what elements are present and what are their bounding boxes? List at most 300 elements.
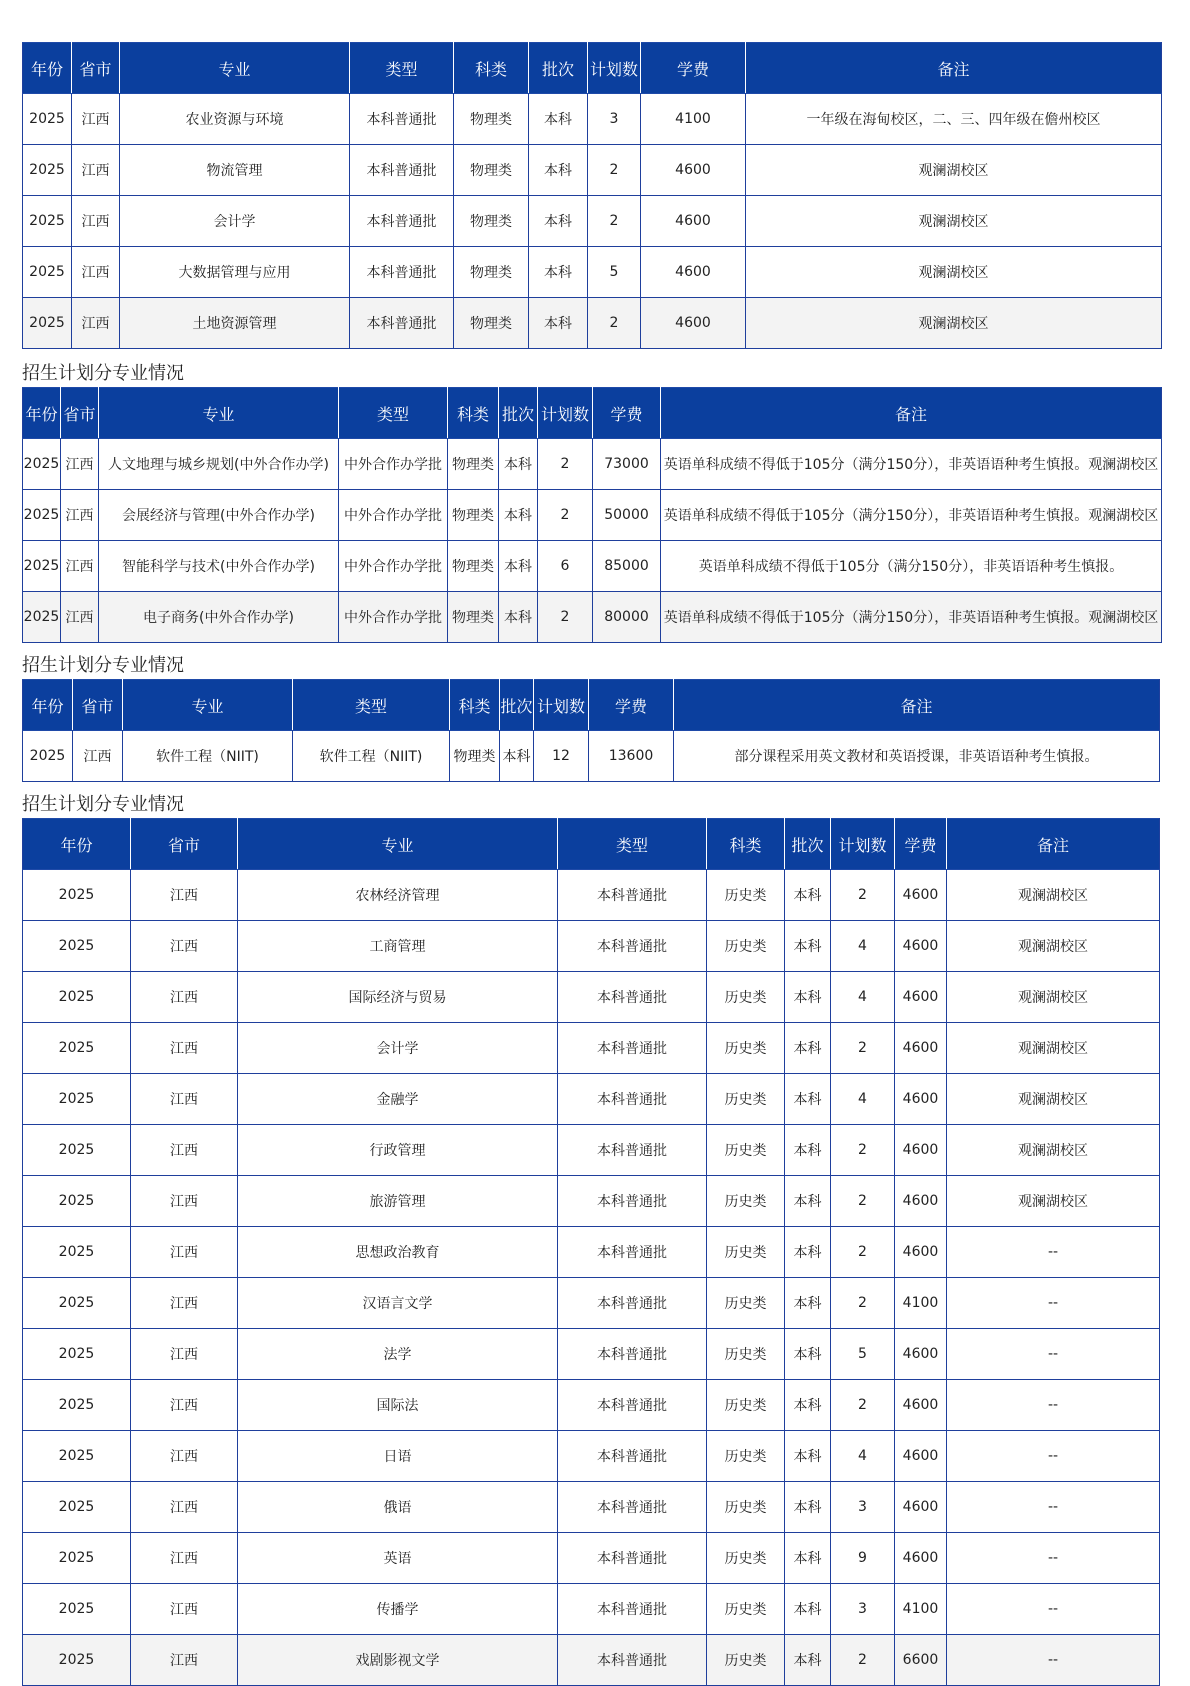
cell-year: 2025 [23,1125,131,1176]
cell-province: 江西 [131,1125,238,1176]
cell-plan-count: 4 [831,1431,895,1482]
cell-year: 2025 [23,1431,131,1482]
column-header-province: 省市 [73,680,123,731]
column-header-province: 省市 [131,819,238,870]
column-header-province: 省市 [72,43,120,94]
cell-plan-count: 2 [538,592,593,643]
cell-province: 江西 [61,490,99,541]
cell-major: 农业资源与环境 [120,94,350,145]
cell-type: 本科普通批 [558,1584,707,1635]
cell-tuition: 4600 [895,972,947,1023]
column-header-subject: 科类 [707,819,785,870]
cell-province: 江西 [61,439,99,490]
table-row [23,1635,1160,1686]
cell-type: 中外合作办学批 [339,541,448,592]
column-header-tuition: 学费 [641,43,746,94]
cell-plan-count: 2 [588,196,641,247]
column-header-major: 专业 [120,43,350,94]
table-row [23,1329,1160,1380]
cell-tuition: 4600 [641,145,746,196]
cell-plan-count: 2 [831,1176,895,1227]
cell-batch: 本科 [785,1023,831,1074]
section-title: 招生计划分专业情况 [22,655,184,676]
cell-batch: 本科 [785,1380,831,1431]
cell-province: 江西 [131,972,238,1023]
cell-tuition: 4600 [895,1533,947,1584]
column-header-plan-count: 计划数 [534,680,589,731]
cell-major: 工商管理 [238,921,558,972]
cell-province: 江西 [131,1380,238,1431]
column-header-type: 类型 [350,43,454,94]
cell-province: 江西 [131,1176,238,1227]
cell-batch: 本科 [785,1584,831,1635]
cell-province: 江西 [72,247,120,298]
column-header-type: 类型 [293,680,450,731]
cell-year: 2025 [23,592,61,643]
table-row [23,870,1160,921]
cell-batch: 本科 [785,1329,831,1380]
cell-plan-count: 2 [831,1635,895,1686]
column-header-year: 年份 [23,43,72,94]
cell-tuition: 4600 [641,196,746,247]
cell-remarks: -- [947,1584,1160,1635]
cell-tuition: 4600 [895,1176,947,1227]
cell-remarks: 英语单科成绩不得低于105分（满分150分），非英语语种考生慎报。 [661,541,1162,592]
cell-plan-count: 3 [831,1584,895,1635]
cell-plan-count: 2 [831,1380,895,1431]
cell-type: 本科普通批 [558,1227,707,1278]
cell-type: 本科普通批 [558,1023,707,1074]
cell-type: 中外合作办学批 [339,592,448,643]
cell-type: 本科普通批 [558,1176,707,1227]
cell-plan-count: 4 [831,1074,895,1125]
cell-province: 江西 [131,921,238,972]
cell-type: 本科普通批 [350,196,454,247]
cell-subject: 物理类 [454,94,529,145]
cell-tuition: 4100 [895,1278,947,1329]
cell-major: 旅游管理 [238,1176,558,1227]
cell-tuition: 80000 [593,592,661,643]
cell-type: 本科普通批 [558,1431,707,1482]
table-row [23,731,1160,782]
cell-type: 本科普通批 [558,1482,707,1533]
cell-type: 本科普通批 [558,1074,707,1125]
cell-batch: 本科 [499,592,538,643]
cell-subject: 历史类 [707,1533,785,1584]
cell-remarks: 英语单科成绩不得低于105分（满分150分），非英语语种考生慎报。观澜湖校区 [661,439,1162,490]
table-row [23,196,1162,247]
cell-batch: 本科 [529,196,588,247]
cell-province: 江西 [61,592,99,643]
column-header-plan-count: 计划数 [588,43,641,94]
column-header-batch: 批次 [785,819,831,870]
cell-year: 2025 [23,731,73,782]
cell-plan-count: 2 [538,490,593,541]
cell-year: 2025 [23,439,61,490]
cell-subject: 历史类 [707,1380,785,1431]
cell-remarks: 观澜湖校区 [947,1023,1160,1074]
column-header-remarks: 备注 [674,680,1160,731]
cell-subject: 历史类 [707,1176,785,1227]
cell-province: 江西 [131,1023,238,1074]
plan-table-sino-foreign [22,387,1162,643]
table-row [23,592,1162,643]
column-header-province: 省市 [61,388,99,439]
cell-subject: 历史类 [707,1482,785,1533]
cell-province: 江西 [131,870,238,921]
cell-major: 土地资源管理 [120,298,350,349]
cell-plan-count: 2 [831,870,895,921]
table-row [23,298,1162,349]
cell-plan-count: 9 [831,1533,895,1584]
cell-subject: 物理类 [448,541,499,592]
cell-plan-count: 2 [831,1125,895,1176]
cell-plan-count: 3 [588,94,641,145]
table-row [23,439,1162,490]
cell-tuition: 13600 [589,731,674,782]
cell-year: 2025 [23,196,72,247]
cell-year: 2025 [23,490,61,541]
cell-year: 2025 [23,1176,131,1227]
cell-subject: 物理类 [448,592,499,643]
cell-subject: 物理类 [448,490,499,541]
cell-batch: 本科 [785,1278,831,1329]
table-row [23,145,1162,196]
cell-type: 本科普通批 [350,298,454,349]
column-header-type: 类型 [339,388,448,439]
cell-province: 江西 [131,1329,238,1380]
cell-province: 江西 [72,298,120,349]
section-title: 招生计划分专业情况 [22,363,184,384]
cell-year: 2025 [23,972,131,1023]
cell-province: 江西 [131,1584,238,1635]
cell-plan-count: 2 [831,1227,895,1278]
column-header-batch: 批次 [499,388,538,439]
column-header-major: 专业 [99,388,339,439]
cell-tuition: 4600 [895,1482,947,1533]
cell-province: 江西 [72,94,120,145]
cell-type: 本科普通批 [558,870,707,921]
table-row [23,1380,1160,1431]
cell-plan-count: 5 [588,247,641,298]
cell-year: 2025 [23,1380,131,1431]
cell-subject: 历史类 [707,1125,785,1176]
cell-remarks: 观澜湖校区 [947,1125,1160,1176]
cell-type: 本科普通批 [558,1125,707,1176]
table-row [23,921,1160,972]
cell-remarks: -- [947,1380,1160,1431]
cell-type: 本科普通批 [558,1278,707,1329]
column-header-year: 年份 [23,388,61,439]
cell-major: 国际经济与贸易 [238,972,558,1023]
cell-subject: 历史类 [707,972,785,1023]
column-header-plan-count: 计划数 [831,819,895,870]
cell-year: 2025 [23,1227,131,1278]
cell-type: 本科普通批 [350,145,454,196]
cell-remarks: -- [947,1533,1160,1584]
cell-batch: 本科 [499,541,538,592]
table-row [23,1584,1160,1635]
table-row [23,1431,1160,1482]
cell-major: 行政管理 [238,1125,558,1176]
cell-tuition: 4600 [895,1227,947,1278]
cell-remarks: -- [947,1227,1160,1278]
cell-batch: 本科 [499,439,538,490]
cell-subject: 物理类 [454,247,529,298]
cell-tuition: 4600 [895,1431,947,1482]
cell-year: 2025 [23,541,61,592]
cell-province: 江西 [131,1533,238,1584]
column-header-subject: 科类 [454,43,529,94]
cell-tuition: 4100 [895,1584,947,1635]
cell-batch: 本科 [785,1482,831,1533]
cell-remarks: 英语单科成绩不得低于105分（满分150分），非英语语种考生慎报。观澜湖校区 [661,592,1162,643]
cell-year: 2025 [23,1074,131,1125]
cell-plan-count: 4 [831,972,895,1023]
cell-remarks: 部分课程采用英文教材和英语授课，非英语语种考生慎报。 [674,731,1160,782]
cell-batch: 本科 [785,1125,831,1176]
cell-subject: 物理类 [454,298,529,349]
column-header-subject: 科类 [450,680,500,731]
cell-batch: 本科 [785,1431,831,1482]
table-row [23,1227,1160,1278]
cell-remarks: -- [947,1431,1160,1482]
cell-subject: 历史类 [707,1431,785,1482]
cell-year: 2025 [23,94,72,145]
cell-year: 2025 [23,1584,131,1635]
cell-type: 中外合作办学批 [339,439,448,490]
cell-province: 江西 [131,1431,238,1482]
cell-remarks: -- [947,1329,1160,1380]
table-row [23,247,1162,298]
cell-province: 江西 [131,1635,238,1686]
table-row [23,490,1162,541]
cell-batch: 本科 [529,94,588,145]
cell-type: 本科普通批 [558,1635,707,1686]
cell-batch: 本科 [785,921,831,972]
cell-type: 本科普通批 [558,1533,707,1584]
cell-subject: 历史类 [707,1635,785,1686]
cell-tuition: 4600 [895,870,947,921]
cell-tuition: 4600 [895,921,947,972]
plan-table-history-regular [22,818,1160,1686]
cell-major: 英语 [238,1533,558,1584]
table-row [23,1023,1160,1074]
column-header-type: 类型 [558,819,707,870]
cell-major: 农林经济管理 [238,870,558,921]
cell-subject: 历史类 [707,1227,785,1278]
cell-remarks: 观澜湖校区 [746,196,1162,247]
table-row [23,1125,1160,1176]
cell-batch: 本科 [785,1176,831,1227]
cell-plan-count: 3 [831,1482,895,1533]
cell-plan-count: 6 [538,541,593,592]
cell-remarks: -- [947,1278,1160,1329]
cell-year: 2025 [23,921,131,972]
cell-batch: 本科 [785,1635,831,1686]
cell-subject: 历史类 [707,1023,785,1074]
column-header-remarks: 备注 [661,388,1162,439]
cell-type: 本科普通批 [558,921,707,972]
cell-major: 智能科学与技术(中外合作办学) [99,541,339,592]
cell-tuition: 6600 [895,1635,947,1686]
column-header-tuition: 学费 [593,388,661,439]
cell-major: 会展经济与管理(中外合作办学) [99,490,339,541]
column-header-batch: 批次 [529,43,588,94]
cell-batch: 本科 [529,298,588,349]
cell-plan-count: 2 [831,1023,895,1074]
cell-major: 日语 [238,1431,558,1482]
cell-subject: 物理类 [448,439,499,490]
cell-tuition: 4600 [895,1380,947,1431]
cell-major: 大数据管理与应用 [120,247,350,298]
column-header-subject: 科类 [448,388,499,439]
column-header-year: 年份 [23,819,131,870]
cell-major: 思想政治教育 [238,1227,558,1278]
cell-plan-count: 2 [831,1278,895,1329]
cell-remarks: 观澜湖校区 [947,870,1160,921]
column-header-plan-count: 计划数 [538,388,593,439]
cell-tuition: 4600 [641,298,746,349]
table-row [23,1533,1160,1584]
column-header-major: 专业 [123,680,293,731]
cell-major: 传播学 [238,1584,558,1635]
cell-plan-count: 4 [831,921,895,972]
table-row [23,94,1162,145]
cell-type: 本科普通批 [350,94,454,145]
cell-tuition: 85000 [593,541,661,592]
cell-batch: 本科 [499,490,538,541]
cell-remarks: 观澜湖校区 [947,972,1160,1023]
cell-major: 法学 [238,1329,558,1380]
cell-major: 金融学 [238,1074,558,1125]
cell-subject: 物理类 [450,731,500,782]
cell-batch: 本科 [785,1074,831,1125]
cell-year: 2025 [23,247,72,298]
column-header-major: 专业 [238,819,558,870]
cell-year: 2025 [23,145,72,196]
cell-major: 物流管理 [120,145,350,196]
cell-major: 汉语言文学 [238,1278,558,1329]
cell-province: 江西 [131,1482,238,1533]
plan-table-physics-regular [22,42,1162,349]
cell-batch: 本科 [785,1533,831,1584]
cell-plan-count: 5 [831,1329,895,1380]
cell-subject: 物理类 [454,196,529,247]
cell-plan-count: 2 [588,298,641,349]
table-row [23,1176,1160,1227]
table-row [23,1074,1160,1125]
cell-subject: 历史类 [707,870,785,921]
cell-province: 江西 [131,1278,238,1329]
cell-province: 江西 [61,541,99,592]
cell-year: 2025 [23,1278,131,1329]
cell-type: 本科普通批 [558,1380,707,1431]
cell-major: 电子商务(中外合作办学) [99,592,339,643]
cell-remarks: -- [947,1482,1160,1533]
cell-major: 软件工程（NIIT) [123,731,293,782]
cell-subject: 历史类 [707,921,785,972]
cell-tuition: 4100 [641,94,746,145]
cell-batch: 本科 [529,247,588,298]
cell-year: 2025 [23,1023,131,1074]
cell-major: 俄语 [238,1482,558,1533]
cell-major: 戏剧影视文学 [238,1635,558,1686]
cell-batch: 本科 [785,1227,831,1278]
cell-tuition: 50000 [593,490,661,541]
cell-subject: 历史类 [707,1074,785,1125]
cell-remarks: 观澜湖校区 [746,247,1162,298]
column-header-year: 年份 [23,680,73,731]
cell-subject: 历史类 [707,1329,785,1380]
cell-year: 2025 [23,298,72,349]
cell-type: 本科普通批 [558,1329,707,1380]
table-row [23,1482,1160,1533]
cell-type: 本科普通批 [350,247,454,298]
cell-tuition: 4600 [641,247,746,298]
cell-type: 本科普通批 [558,972,707,1023]
cell-tuition: 73000 [593,439,661,490]
cell-subject: 历史类 [707,1584,785,1635]
cell-year: 2025 [23,1635,131,1686]
cell-tuition: 4600 [895,1125,947,1176]
cell-remarks: 观澜湖校区 [746,298,1162,349]
cell-batch: 本科 [785,972,831,1023]
cell-remarks: 观澜湖校区 [947,1074,1160,1125]
table-row [23,1278,1160,1329]
cell-year: 2025 [23,870,131,921]
cell-tuition: 4600 [895,1074,947,1125]
cell-remarks: 英语单科成绩不得低于105分（满分150分），非英语语种考生慎报。观澜湖校区 [661,490,1162,541]
cell-major: 国际法 [238,1380,558,1431]
cell-type: 软件工程（NIIT) [293,731,450,782]
cell-batch: 本科 [500,731,534,782]
cell-tuition: 4600 [895,1329,947,1380]
column-header-tuition: 学费 [589,680,674,731]
plan-table-niit [22,679,1160,782]
cell-major: 会计学 [238,1023,558,1074]
cell-plan-count: 2 [538,439,593,490]
table-row [23,972,1160,1023]
cell-batch: 本科 [529,145,588,196]
cell-remarks: 观澜湖校区 [947,1176,1160,1227]
column-header-remarks: 备注 [746,43,1162,94]
cell-province: 江西 [131,1074,238,1125]
column-header-batch: 批次 [500,680,534,731]
column-header-remarks: 备注 [947,819,1160,870]
column-header-tuition: 学费 [895,819,947,870]
cell-plan-count: 12 [534,731,589,782]
cell-plan-count: 2 [588,145,641,196]
table-row [23,541,1162,592]
cell-major: 人文地理与城乡规划(中外合作办学) [99,439,339,490]
cell-year: 2025 [23,1329,131,1380]
cell-type: 中外合作办学批 [339,490,448,541]
section-title: 招生计划分专业情况 [22,794,184,815]
cell-remarks: -- [947,1635,1160,1686]
cell-major: 会计学 [120,196,350,247]
cell-remarks: 观澜湖校区 [746,145,1162,196]
cell-batch: 本科 [785,870,831,921]
cell-subject: 物理类 [454,145,529,196]
cell-subject: 历史类 [707,1278,785,1329]
cell-province: 江西 [72,145,120,196]
cell-tuition: 4600 [895,1023,947,1074]
cell-province: 江西 [73,731,123,782]
cell-year: 2025 [23,1482,131,1533]
cell-remarks: 一年级在海甸校区，二、三、四年级在儋州校区 [746,94,1162,145]
cell-remarks: 观澜湖校区 [947,921,1160,972]
